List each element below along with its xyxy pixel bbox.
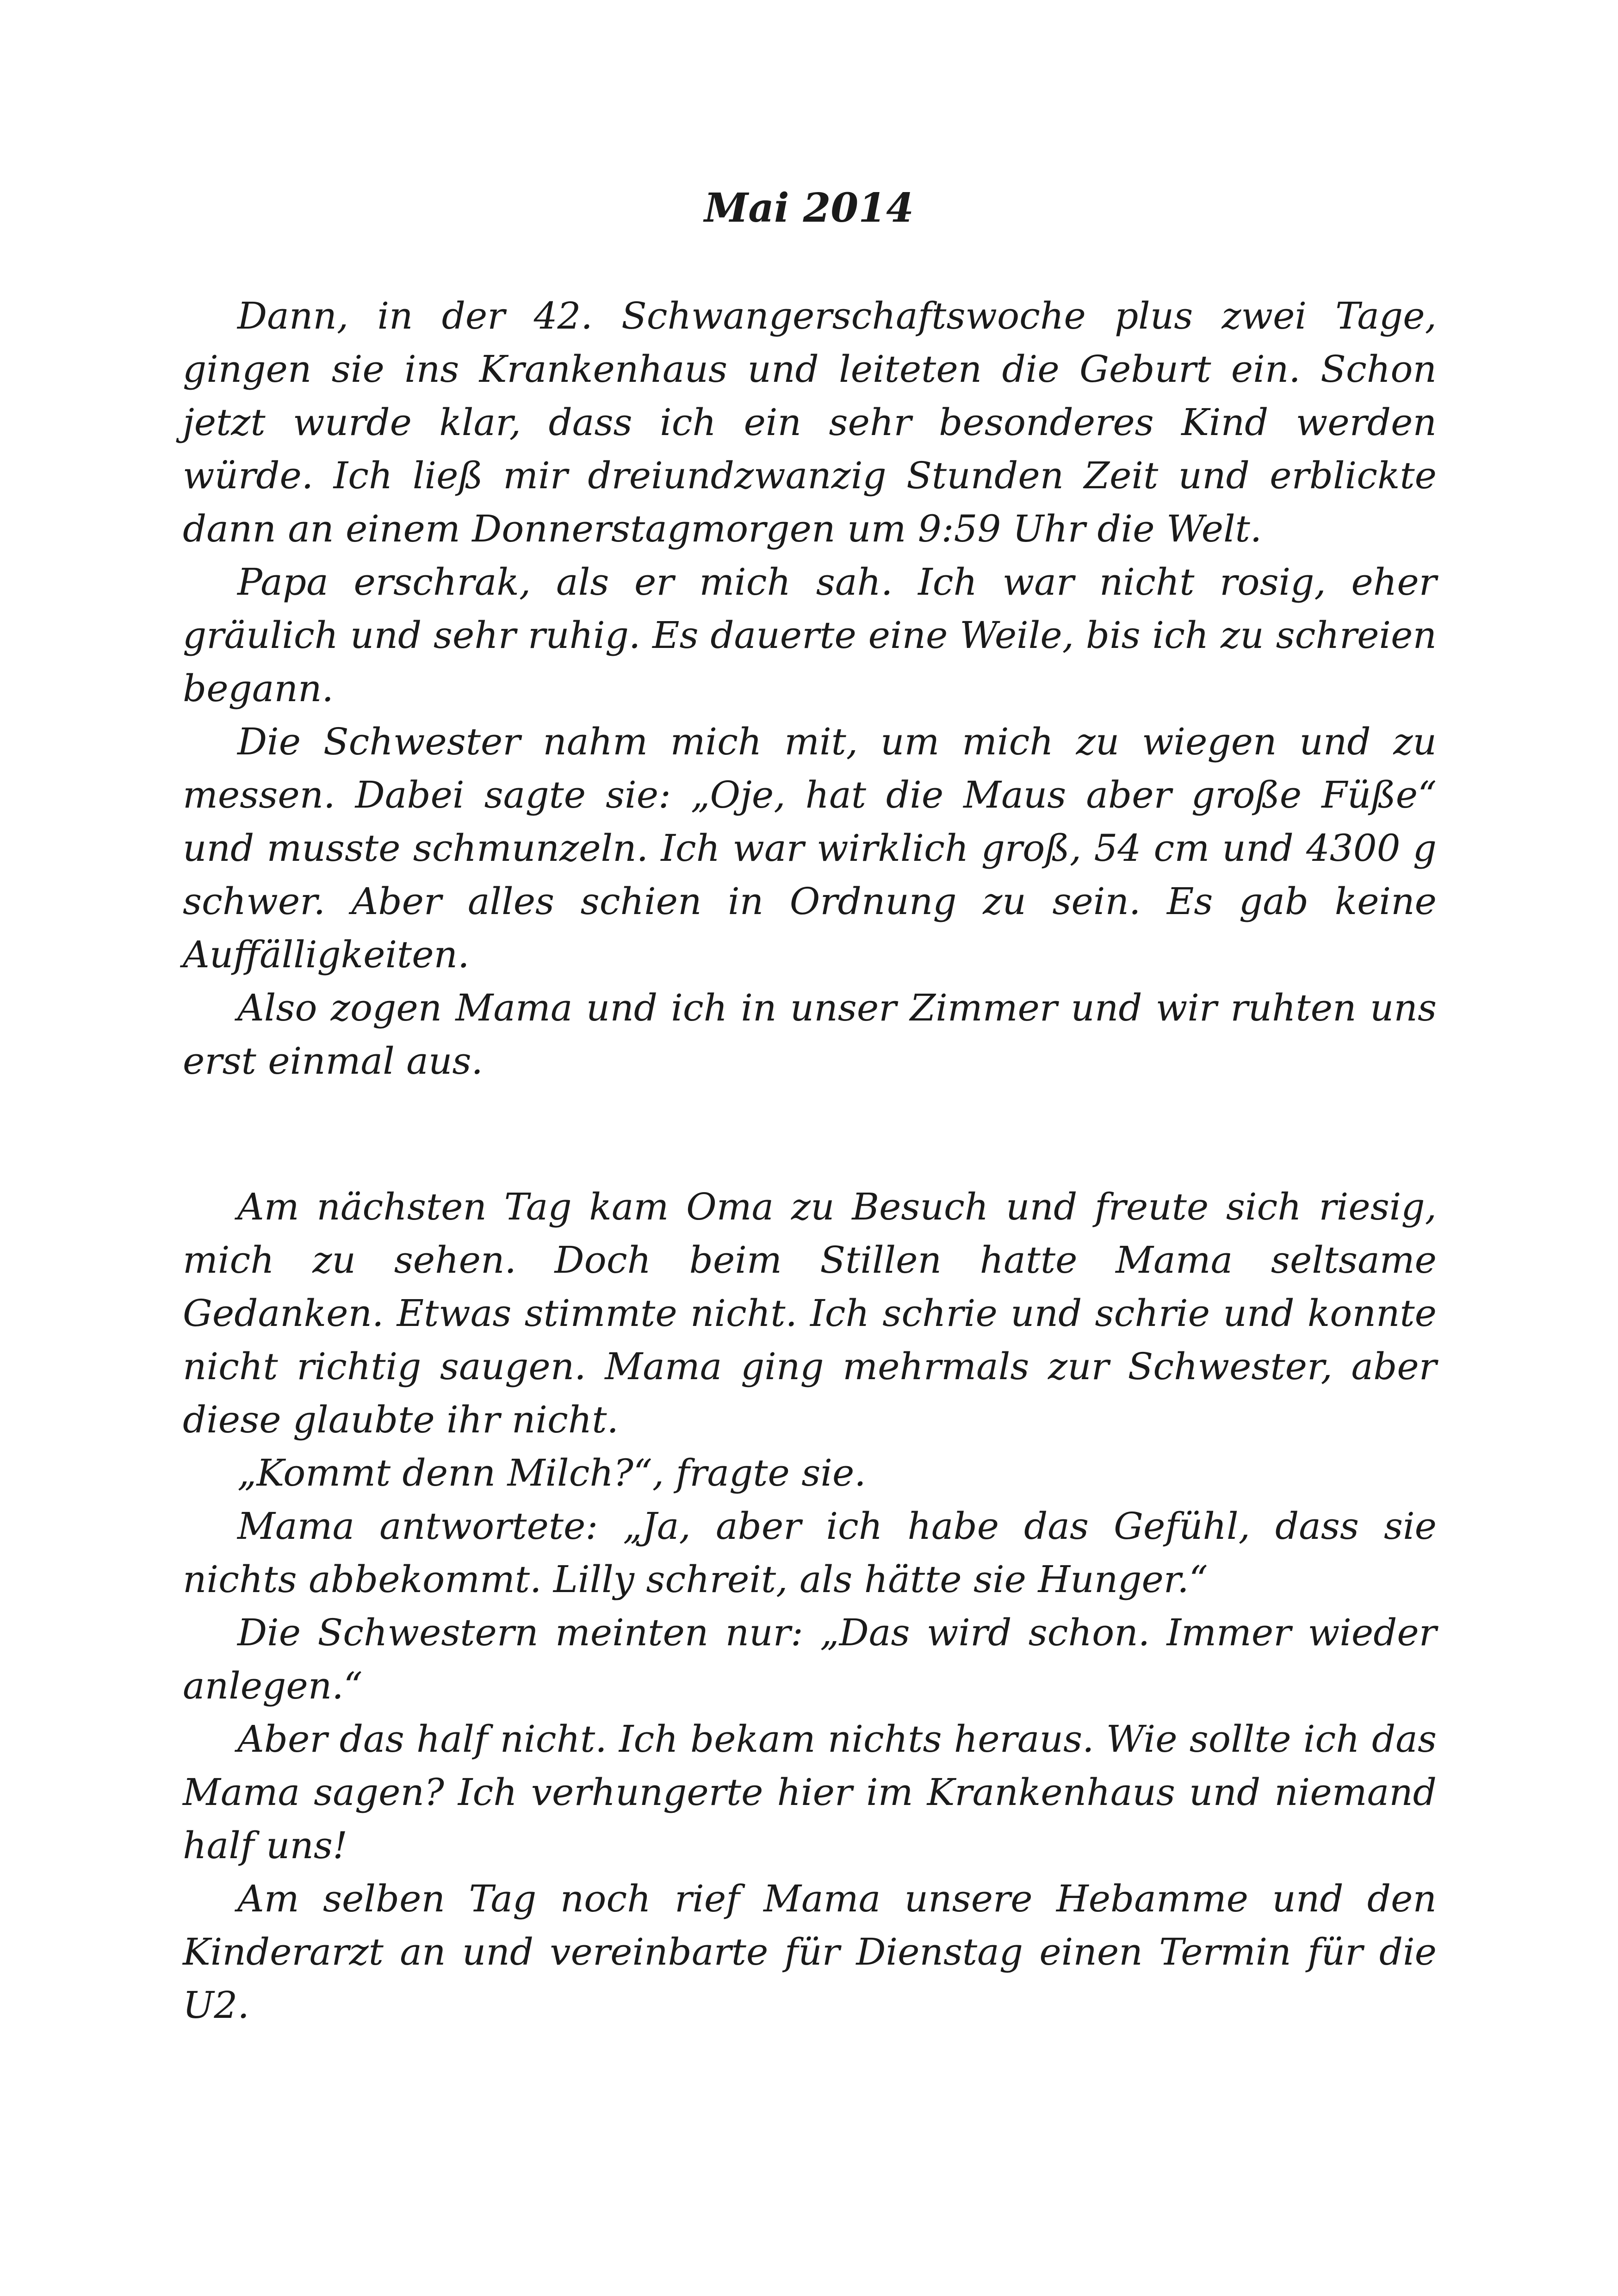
paragraph: Am nächsten Tag kam Oma zu Besuch und freute sich riesig, mich zu sehen. Doch beim Stillen hatte Mama seltsame Gedanken. Etwas stimmte nicht. Ich schrie und schrie und konnte nicht richtig saugen. Mama ging mehrmals zur Schwester, aber diese glaubte ihr nicht. — [183, 1185, 1437, 1441]
text-section-2 — [183, 1180, 1437, 2032]
paragraph: Aber das half nicht. Ich bekam nichts heraus. Wie sollte ich das Mama sagen? Ich verhungerte hier im Krankenhaus und niemand half uns! — [183, 1717, 1437, 1867]
paragraph: Mama antwortete: „Ja, aber ich habe das Gefühl, dass sie nichts abbekommt. Lilly schreit, als hätte sie Hunger.“ — [183, 1505, 1437, 1601]
paragraph: Die Schwester nahm mich mit, um mich zu wiegen und zu messen. Dabei sagte sie: „Oje, hat die Maus aber große Füße“ und musste schmunzeln. Ich war wirklich groß, 54 cm und 4300 g schwer. Aber alles schien in Ordnung zu sein. Es gab keine Auffälligkeiten. — [183, 720, 1437, 976]
paragraph: Am selben Tag noch rief Mama unsere Hebamme und den Kinderarzt an und vereinbarte für Dienstag einen Termin für die U2. — [183, 1877, 1437, 2027]
paragraph: Dann, in der 42. Schwangerschaftswoche plus zwei Tage, gingen sie ins Krankenhaus und leiteten die Geburt ein. Schon jetzt wurde klar, dass ich ein sehr besonderes Kind werden würde. Ich ließ mir dreiundzwanzig Stunden Zeit und erblickte dann an einem Donnerstagmorgen um 9:59 Uhr die Welt. — [183, 294, 1437, 550]
chapter-heading: Mai 2014 — [704, 185, 914, 231]
paragraph: Also zogen Mama und ich in unser Zimmer und wir ruhten uns erst einmal aus. — [183, 986, 1437, 1083]
paragraph: „Kommt denn Milch?“, fragte sie. — [237, 1451, 866, 1494]
text-section-1 — [183, 289, 1437, 1088]
paragraph: Die Schwestern meinten nur: „Das wird schon. Immer wieder anlegen.“ — [183, 1611, 1437, 1707]
paragraph: Papa erschrak, als er mich sah. Ich war nicht rosig, eher gräulich und sehr ruhig. Es dauerte eine Weile, bis ich zu schreien begann. — [183, 560, 1437, 710]
